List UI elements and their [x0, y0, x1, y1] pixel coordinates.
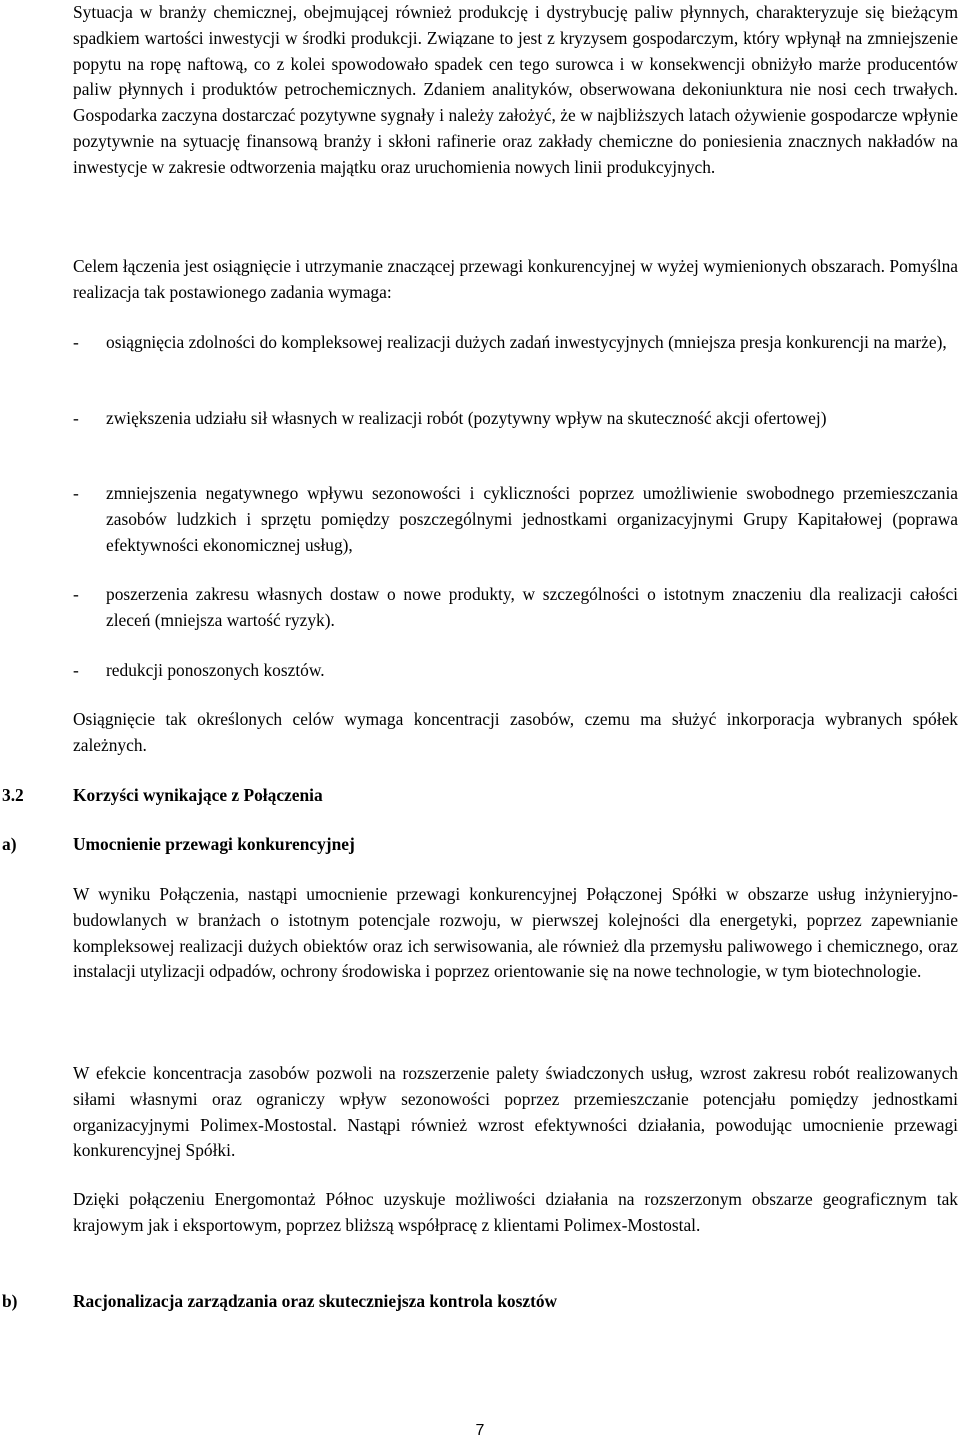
- list-dash: -: [73, 660, 79, 680]
- subsection-title: Umocnienie przewagi konkurencyjnej: [73, 834, 355, 854]
- list-dash: -: [73, 483, 79, 503]
- paragraph-resource-concentration: Osiągnięcie tak określonych celów wymaga koncentracji zasobów, czemu ma służyć inkorporacja wybranych spółek zależnych.: [73, 709, 958, 755]
- paragraph-resource-effect: W efekcie koncentracja zasobów pozwoli na rozszerzenie palety świadczonych usług, wzrost zakresu robót realizowanych siłami własnymi oraz ograniczy wpływ sezonowości poprzez przemieszczanie potencjału pomiędzy jednostkami organizacyjnymi Polimex-Mostostal. Nastąpi również wzrost efektywności działania, powodując umocnienie przewagi konkurencyjnej Spółki.: [73, 1063, 958, 1161]
- subsection-letter: b): [2, 1291, 18, 1311]
- list-item: [73, 406, 958, 432]
- list-dash: -: [73, 332, 79, 352]
- list-item: [73, 330, 958, 356]
- page-number: 7: [475, 1422, 485, 1439]
- paragraph-competitive-advantage: W wyniku Połączenia, nastąpi umocnienie przewagi konkurencyjnej Połączonej Spółki w obszarze usług inżynieryjno-budowlanych w branżach o istotnym potencjale rozwoju, w pierwszej kolejności dla energetyki, poprzez zapewnianie kompleksowej realizacji dużych obiektów oraz ich serwisowania, ale również dla przemysłu paliwowego i chemicznego, oraz instalacji utylizacji odpadów, ochrony środowiska i poprzez orientowanie się na nowe technologie, w tym biotechnologie.: [73, 884, 958, 982]
- list-item: [73, 582, 958, 634]
- list-item-text: zwiększenia udziału sił własnych w realizacji robót (pozytywny wpływ na skuteczność akcji ofertowej): [106, 408, 827, 428]
- section-number: 3.2: [2, 785, 24, 805]
- paragraph-industry-situation: Sytuacja w branży chemicznej, obejmującej również produkcję i dystrybucję paliw płynnych, charakteryzuje się bieżącym spadkiem wartości inwestycji w środki produkcji. Związane to jest z kryzysem gospodarczym, który wpłynął na zmniejszenie popytu na ropę naftową, co z kolei spowodowało spadek cen tego surowca i w konsekwencji obniżyło marże producentów paliw płynnych i produktów petrochemicznych. Zdaniem analityków, obserwowana dekoniunktura nie nosi cech trwałych. Gospodarka zaczyna dostarczać pozytywne sygnały i należy założyć, że w najbliższych latach ożywienie gospodarcze wpłynie pozytywnie na sytuację finansową branży i skłoni rafinerie oraz zakłady chemiczne do poniesienia znacznych nakładów na inwestycje w zakresie odtworzenia majątku oraz uruchomienia nowych linii produkcyjnych.: [73, 2, 958, 177]
- subsection-title: Racjonalizacja zarządzania oraz skuteczniejsza kontrola kosztów: [73, 1291, 558, 1311]
- list-item-text: osiągnięcia zdolności do kompleksowej realizacji dużych zadań inwestycyjnych (mniejsza presja konkurencji na marże),: [106, 332, 947, 352]
- list-dash: -: [73, 408, 79, 428]
- list-item-text: redukcji ponoszonych kosztów.: [106, 660, 325, 680]
- list-dash: -: [73, 584, 79, 604]
- list-item: [73, 481, 958, 558]
- list-item-text: poszerzenia zakresu własnych dostaw o nowe produkty, w szczególności o istotnym znaczeniu dla realizacji całości zleceń (mniejsza wartość ryzyk).: [106, 584, 958, 630]
- list-item-text: zmniejszenia negatywnego wpływu sezonowości i cykliczności poprzez umożliwienie swobodnego przemieszczania zasobów ludzkich i sprzętu pomiędzy poszczególnymi jednostkami organizacyjnymi Grupy Kapitałowej (poprawa efektywności ekonomicznej usług),: [106, 483, 958, 555]
- list-item: [73, 658, 958, 684]
- subsection-letter: a): [2, 834, 17, 854]
- section-title: Korzyści wynikające z Połączenia: [73, 785, 323, 805]
- paragraph-merger-goal: Celem łączenia jest osiągnięcie i utrzymanie znaczącej przewagi konkurencyjnej w wyżej wymienionych obszarach. Pomyślna realizacja tak postawionego zadania wymaga:: [73, 256, 958, 302]
- paragraph-energomontaz: Dzięki połączeniu Energomontaż Północ uzyskuje możliwości działania na rozszerzonym obszarze geograficznym tak krajowym jak i eksportowym, poprzez bliższą współpracę z klientami Polimex-Mostostal.: [73, 1189, 958, 1235]
